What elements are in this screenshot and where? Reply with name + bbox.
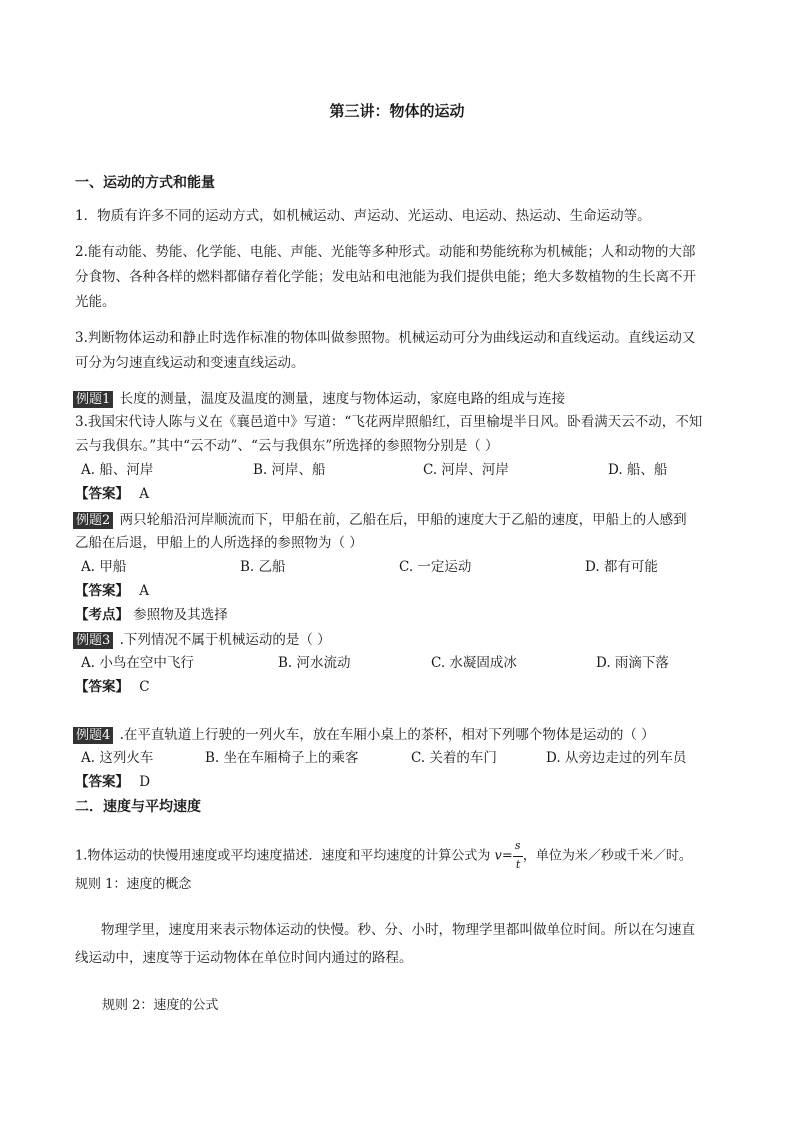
answer-value: C [139,679,150,695]
formula-variable-v: v [494,848,502,864]
example-4 [73,727,655,744]
formula-text-before: 1.物体运动的快慢用速度或平均速度描述．速度和平均速度的计算公式为 [75,848,495,864]
answer-value: A [139,583,150,599]
option-d: D. 雨滴下落 [596,655,669,671]
answer-value: D [139,774,151,790]
question-line: 3.我国宋代诗人陈与义在《襄邑道中》写道：“飞花两岸照船红，百里榆堤半日风。卧看满天云不动，不知 [75,414,703,430]
example-label: 例题1 [73,391,113,408]
option-b: B. 乙船 [240,559,286,575]
option-a: A. 甲船 [81,559,127,575]
kaodian-row [75,609,228,623]
answer-label: 【答案】 [75,486,129,502]
paragraph-line: 光能。 [75,294,116,310]
example-label: 例题4 [73,727,113,744]
answer-label: 【答案】 [75,774,129,790]
example-label: 例题3 [73,632,113,649]
option-c: C. 关着的车门 [411,750,497,766]
formula-numerator: s [514,839,521,852]
example-3 [73,632,331,649]
section-heading: 一、运动的方式和能量 [75,175,215,191]
kaodian-value: 参照物及其选择 [133,607,228,623]
option-d: D. 都有可能 [585,559,658,575]
formula-denominator: t [515,858,521,871]
option-b: B. 河岸、船 [253,462,326,478]
kaodian-label: 【考点】 [75,607,129,623]
answer-row [75,776,150,790]
answer-row [75,488,149,502]
option-c: C. 水凝固成冰 [431,655,517,671]
example-1 [73,391,565,408]
page-title: 第三讲：物体的运动 [329,102,465,120]
rule-1: 规则 1：速度的概念 [75,877,192,892]
option-c: C. 一定运动 [399,559,472,575]
paragraph-line: 线运动中，速度等于运动物体在单位时间内通过的路程。 [75,950,413,966]
paragraph-line: 分食物、各种各样的燃料都储存着化学能；发电站和电池能为我们提供电能；绝大多数植物的生长离不开 [75,269,696,285]
section-heading: 二．速度与平均速度 [75,799,201,815]
question-line: 云与我俱东。”其中“云不动”、“云与我俱东”所选择的参照物分别是（ ） [75,438,499,454]
example-text: .在平直轨道上行驶的一列火车，放在车厢小桌上的茶杯，相对下列哪个物体是运动的（ ） [119,727,655,743]
option-c: C. 河岸、河岸 [423,462,509,478]
option-a: A. 这列火车 [81,750,154,766]
paragraph: 1．物质有许多不同的运动方式，如机械运动、声运动、光运动、电运动、热运动、生命运动等。 [75,208,651,224]
paragraph-line: 3.判断物体运动和静止时选作标准的物体叫做参照物。机械运动可分为曲线运动和直线运动。直线运动又 [75,330,696,346]
example-text: .下列情况不属于机械运动的是（ ） [119,632,331,648]
fraction-bar [513,856,523,857]
example-text: 长度的测量，温度及温度的测量，速度与物体运动，家庭电路的组成与连接 [119,391,566,407]
formula-fraction [513,839,523,871]
answer-value: A [139,486,150,502]
option-b: B. 河水流动 [278,655,351,671]
rule-2: 规则 2：速度的公式 [102,998,219,1013]
paragraph-line: 物理学里，速度用来表示物体运动的快慢。秒、分、小时，物理学里都叫做单位时间。所以在匀速直 [101,922,695,938]
answer-row [75,585,149,599]
option-d: D. 船、船 [608,462,668,478]
answer-row [75,681,150,695]
paragraph-line: 可分为匀速直线运动和变速直线运动。 [75,355,305,371]
paragraph-line: 2.能有动能、势能、化学能、电能、声能、光能等多种形式。动能和势能统称为机械能；人和动物的大部 [75,244,696,260]
example-text: 两只轮船沿河岸顺流而下，甲船在前，乙船在后，甲船的速度大于乙船的速度，甲船上的人感到 [119,512,687,528]
formula-equals: = [501,848,513,864]
option-a: A. 船、河岸 [81,462,154,478]
option-d: D. 从旁边走过的列车员 [546,750,687,766]
formula-text-after: ，单位为米／秒或千米／时。 [522,848,692,864]
answer-label: 【答案】 [75,583,129,599]
answer-label: 【答案】 [75,679,129,695]
option-b: B. 坐在车厢椅子上的乘客 [205,750,359,766]
question-line: 乙船在后退，甲船上的人所选择的参照物为（ ） [75,535,363,551]
example-2 [73,512,687,529]
example-label: 例题2 [73,512,113,529]
formula-paragraph [75,839,692,871]
option-a: A. 小鸟在空中飞行 [81,655,194,671]
